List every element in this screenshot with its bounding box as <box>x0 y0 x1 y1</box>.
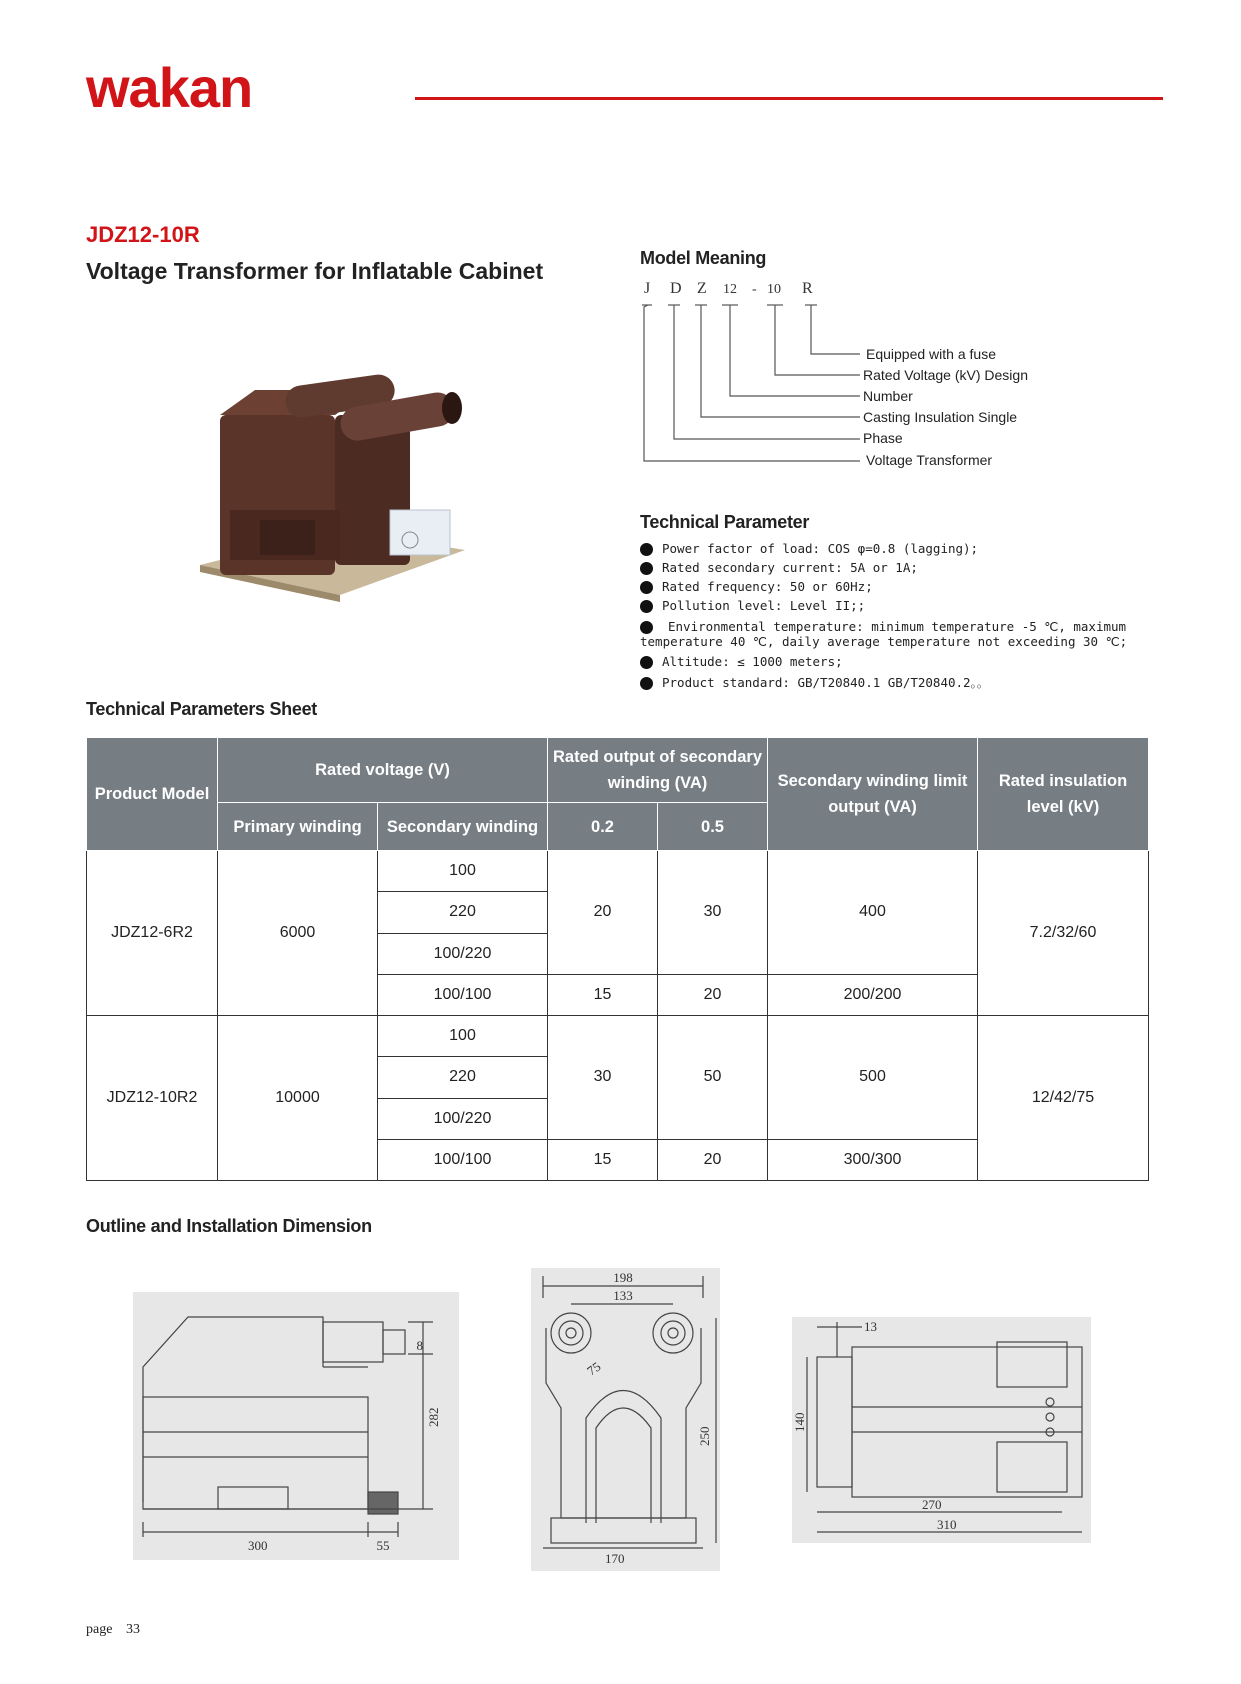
page-number: 33 <box>125 1622 140 1637</box>
cell-output-0-2: 20 <box>548 851 658 975</box>
bullet-icon <box>640 656 653 669</box>
dim-front-250: 250 <box>697 1426 712 1446</box>
cell-output-0-5: 30 <box>658 851 768 975</box>
dim-front-75: 75 <box>584 1358 604 1379</box>
meaning-label-voltage-transformer: Voltage Transformer <box>866 452 993 468</box>
meaning-label-phase: Phase <box>863 430 903 446</box>
cell-output-0-2: 15 <box>548 974 658 1015</box>
bullet-icon <box>640 600 653 613</box>
dim-side-282: 282 <box>426 1407 441 1427</box>
cell-secondary: 220 <box>378 892 548 933</box>
tech-param-item: Environmental temperature: minimum temperature -5 ℃, maximum temperature 40 ℃, daily average temperature not exceeding 30 ℃; <box>640 619 1128 649</box>
dim-side-8: 8 <box>416 1338 423 1353</box>
technical-parameter-list <box>640 540 1160 693</box>
dim-side-300: 300 <box>248 1538 268 1553</box>
bullet-icon <box>640 621 653 634</box>
cell-output-0-5: 20 <box>658 974 768 1015</box>
header-class-0-5: 0.5 <box>658 803 768 851</box>
tech-param-item: Rated secondary current: 5A or 1A; <box>640 559 1160 577</box>
cell-secondary: 100/100 <box>378 1139 548 1180</box>
product-photo <box>190 370 490 620</box>
cell-output-0-2: 15 <box>548 1139 658 1180</box>
front-view-drawing <box>531 1268 720 1571</box>
meaning-label-number: Number <box>863 388 913 404</box>
cell-model: JDZ12-10R2 <box>87 1016 218 1181</box>
bullet-icon <box>640 677 653 690</box>
tech-param-item: Rated frequency: 50 or 60Hz; <box>640 578 1160 596</box>
side-view-drawing <box>133 1292 459 1560</box>
bullet-icon <box>640 581 653 594</box>
cell-secondary: 100 <box>378 1016 548 1057</box>
header-class-0-2: 0.2 <box>548 803 658 851</box>
cell-limit-output: 200/200 <box>768 974 978 1015</box>
cell-secondary: 100 <box>378 851 548 892</box>
cell-insulation: 7.2/32/60 <box>978 851 1149 1016</box>
cell-secondary: 220 <box>378 1057 548 1098</box>
page-label: page <box>86 1622 113 1637</box>
code-letter-d: D <box>670 280 682 297</box>
header-product-model: Product Model <box>87 738 218 851</box>
cell-output-0-5: 20 <box>658 1139 768 1180</box>
tech-param-item: Product standard: GB/T20840.1 GB/T20840.2。。 <box>640 674 1160 692</box>
cell-output-0-2: 30 <box>548 1016 658 1140</box>
cell-limit-output: 500 <box>768 1016 978 1140</box>
bullet-icon <box>640 562 653 575</box>
meaning-label-rated-voltage: Rated Voltage (kV) Design <box>863 367 1028 383</box>
brand-logo: wakan <box>86 56 253 119</box>
header-rule <box>415 97 1163 100</box>
code-number-12: 12 <box>723 282 737 297</box>
dim-front-133: 133 <box>613 1288 633 1303</box>
dim-front-198: 198 <box>613 1270 633 1285</box>
dim-side-55: 55 <box>376 1538 390 1553</box>
tech-param-item: Power factor of load: COS φ=0.8 (lagging); <box>640 540 1160 558</box>
table-row <box>87 1016 1149 1057</box>
top-view-drawing <box>792 1317 1091 1543</box>
dim-top-13: 13 <box>864 1319 877 1334</box>
header-primary-winding: Primary winding <box>218 803 378 851</box>
code-number-10: 10 <box>767 282 781 297</box>
cell-secondary: 100/100 <box>378 974 548 1015</box>
code-letter-z: Z <box>697 280 707 297</box>
cell-primary: 10000 <box>218 1016 378 1181</box>
code-letter-r: R <box>802 280 813 297</box>
meaning-label-fuse: Equipped with a fuse <box>866 346 996 362</box>
cell-primary: 6000 <box>218 851 378 1016</box>
outline-title: Outline and Installation Dimension <box>86 1216 372 1236</box>
cell-secondary: 100/220 <box>378 933 548 974</box>
cell-insulation: 12/42/75 <box>978 1016 1149 1181</box>
header-secondary-winding: Secondary winding <box>378 803 548 851</box>
code-letter-j: J <box>644 280 651 297</box>
header-rated-output: Rated output of secondary winding (VA) <box>548 738 768 803</box>
technical-parameter-title: Technical Parameter <box>640 512 810 532</box>
dim-front-170: 170 <box>605 1551 625 1566</box>
product-title: Voltage Transformer for Inflatable Cabinet <box>86 258 544 284</box>
meaning-label-casting: Casting Insulation Single <box>863 409 1018 425</box>
model-meaning-title: Model Meaning <box>640 248 767 268</box>
bullet-icon <box>640 543 653 556</box>
tech-param-item: Pollution level: Level II;; <box>640 597 1160 615</box>
model-meaning-connector-lines <box>640 297 870 472</box>
page-footer <box>86 1622 140 1638</box>
dim-top-140: 140 <box>792 1412 807 1432</box>
parameters-sheet-title: Technical Parameters Sheet <box>86 699 317 719</box>
dim-top-270: 270 <box>922 1497 942 1512</box>
cell-output-0-5: 50 <box>658 1016 768 1140</box>
dim-top-310: 310 <box>937 1517 957 1532</box>
cell-secondary: 100/220 <box>378 1098 548 1139</box>
cell-limit-output: 300/300 <box>768 1139 978 1180</box>
code-dash: - <box>752 282 757 297</box>
tech-param-item: Altitude: ≤ 1000 meters; <box>640 653 1160 671</box>
table-row <box>87 851 1149 892</box>
header-rated-voltage: Rated voltage (V) <box>218 738 548 803</box>
model-code: JDZ12-10R <box>86 222 200 247</box>
cell-model: JDZ12-6R2 <box>87 851 218 1016</box>
header-insulation: Rated insulation level (kV) <box>978 738 1149 851</box>
cell-limit-output: 400 <box>768 851 978 975</box>
parameters-table <box>86 737 1149 1181</box>
header-limit-output: Secondary winding limit output (VA) <box>768 738 978 851</box>
